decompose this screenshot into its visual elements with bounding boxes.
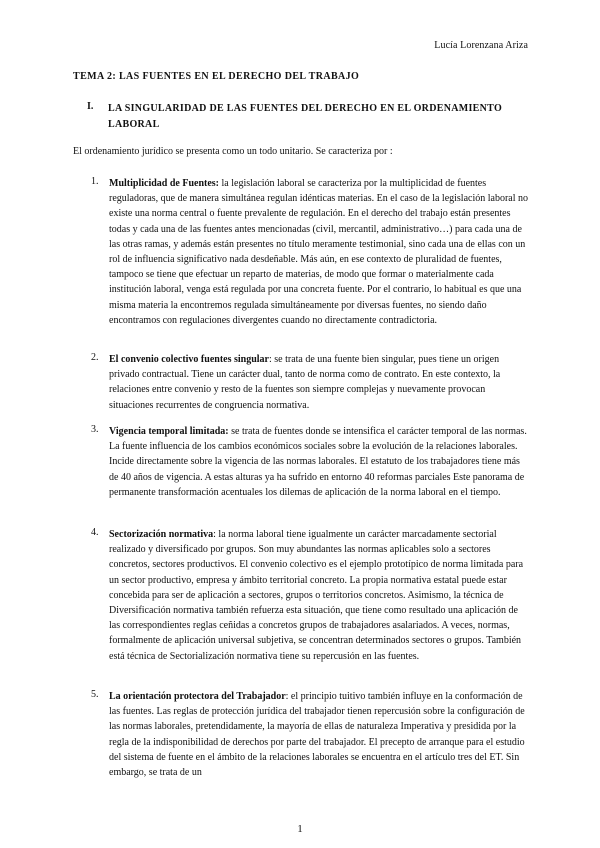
list-item-body [109, 527, 529, 664]
list-item-text: se trata de fuentes donde se intensifica el carácter temporal de las normas. La fuente influencia de los cambios económicos sociales sobre la evolución de la relaciones laborales. Incide directamente sobre la vigencia de las normas laborales. El estatuto de los trabajadores tiene más de 40 años de vigencia. A estas alturas ya ha sufrido en entorno 40 reformas parciales Este panorama de permanente transformación acentuales los dilemas de aplicación de la norma laboral en el tiempo. [109, 426, 527, 498]
list-item-term: Vigencia temporal limitada: [109, 426, 229, 437]
list-item-number: 5. [91, 689, 99, 700]
list-item-term: Sectorización normativa [109, 529, 214, 540]
list-item-text: : se trata de una fuente bien singular, pues tiene un origen privado contractual. Tiene un carácter dual, tanto de norma como de contrato. En este contexto, la relaciones entre convenio y resto de la fuentes son siempre complejas y nuevamente provocan situaciones recurrentes de congruencia normativa. [109, 354, 501, 411]
section-number: I. [87, 101, 94, 112]
list-item-body [109, 176, 529, 328]
list-item-text: : la norma laboral tiene igualmente un carácter marcadamente sectorial realizado y diversificado por grupos. Son muy abundantes las normas aplicables solo a sectores concretos, sectores productivos. El convenio colectivo es el ejemplo prototípico de norma limitada para un sector productivo, empresa y ámbito territorial concreto. La propia normativa estatal puede estar concebida para ser de aplicación a sectores, grupos o territorios concretos. Asimismo, la técnica de Diversificación normativa también refuerza esta situación, que tiene como resultado una aplicación de las correspondientes reglas ceñidas a concretos grupos de trabajadores asalariados. A veces, normas, formalmente de aplicación universal subjetiva, se concentran determinados sectores o grupos. También está técnica de Sectorialización normativa tiene su repercusión en las fuentes. [109, 529, 524, 662]
list-item-number: 2. [91, 352, 99, 363]
list-item-text: : el principio tuitivo también influye en la conformación de las fuentes. Las reglas de protección jurídica del trabajador tienen repercusión sobre la configuración de las normas laborales, pretendidamente, la mayoría de ellas de naturaleza Imperativa y presidida por la regla de la indisponibilidad de derechos por parte del trabajador. El precepto de arranque para el estudio del sistema de fuente en el ámbito de la relaciones laborales se encuentra en el artículo tres del ET. Sin embargo, se trata de un [109, 691, 525, 779]
list-item-term: La orientación protectora del Trabajador [109, 691, 286, 702]
list-item-text: la legislación laboral se caracteriza por la multiplicidad de fuentes reguladoras, que de manera simultánea regulan idénticas materias. En el caso de la legislación laboral no existe una norma central o fuente prevalente de regulación. En el derecho del trabajo están presentes todas y cada una de las fuentes antes mencionadas (civil, mercantil, administrativo…) para cada una de las otras ramas, y además están presentes no título meramente testimonial, sino cada una de ellas con un rol de influencia significativo nada desdeñable. Más aún, en ese contexto de pluralidad de fuentes, tampoco se tiene que efectuar un reparto de materias, de modo que formar o materialmente cada institución laboral, venga está regulada por una concreta fuente. Por el contrario, lo habitual es que una misma materia la encontremos regulada simultáneamente por diversas fuentes, no siendo daño encontramos con regulaciones divergentes cuando no directamente contradictoria. [109, 178, 528, 326]
section-title: LA SINGULARIDAD DE LAS FUENTES DEL DERECHO EN EL ORDENAMIENTO LABORAL [108, 103, 503, 130]
list-item-number: 3. [91, 424, 99, 435]
list-item-term: El convenio colectivo fuentes singular [109, 354, 269, 365]
document-title: TEMA 2: LAS FUENTES EN EL DERECHO DEL TRABAJO [73, 71, 360, 82]
intro-paragraph: El ordenamiento jurídico se presenta como un todo unitario. Se caracteriza por : [73, 146, 393, 157]
list-item-term: Multiplicidad de Fuentes: [109, 178, 220, 189]
list-item-body [109, 352, 529, 413]
page-number: 1 [297, 823, 303, 835]
list-item-body [109, 424, 529, 500]
list-item-number: 1. [91, 176, 99, 187]
header-author: Lucía Lorenzana Ariza [434, 40, 528, 51]
list-item-number: 4. [91, 527, 99, 538]
list-item-body [109, 689, 529, 780]
